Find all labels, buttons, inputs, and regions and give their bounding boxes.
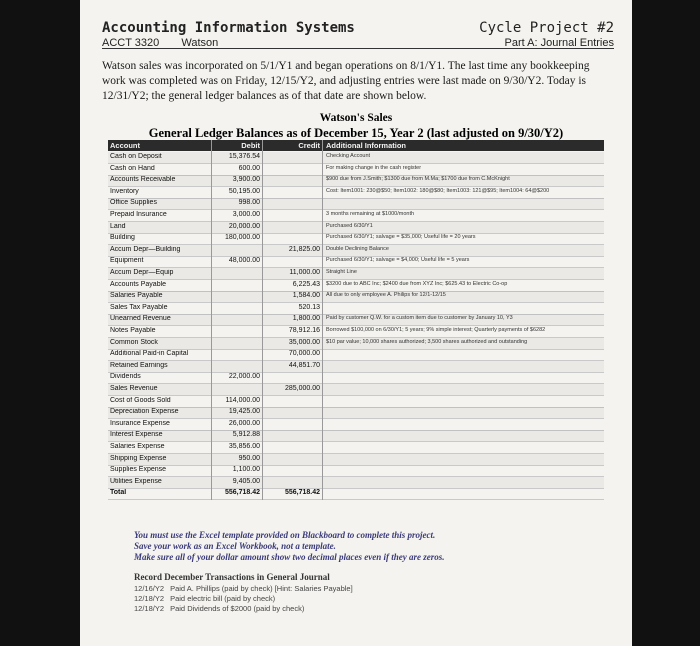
- account-cell: Accum Depr—Equip: [110, 269, 174, 276]
- table-row: [108, 164, 604, 176]
- account-cell: Prepaid Insurance: [110, 211, 167, 218]
- account-cell: Salaries Payable: [110, 292, 163, 300]
- credit-cell: 1,584.00: [292, 292, 320, 300]
- credit-cell: 1,800.00: [292, 315, 320, 323]
- debit-cell: 180,000.00: [224, 234, 260, 242]
- header-right: [479, 20, 614, 49]
- debit-cell: 3,000.00: [232, 211, 260, 218]
- account-cell: Common Stock: [110, 338, 158, 346]
- transaction-row: [134, 594, 275, 603]
- table-row: [108, 477, 604, 489]
- table-row: [108, 233, 604, 245]
- course-code: ACCT 3320: [102, 37, 160, 49]
- info-cell: $900 due from J.Smith; $1300 due from M.Ma; $1700 due from C.McKnight: [326, 176, 510, 183]
- transaction-row: [134, 584, 353, 593]
- table-row: [108, 407, 604, 419]
- account-cell: Insurance Expense: [110, 419, 170, 427]
- debit-cell: 556,718.42: [224, 489, 260, 497]
- table-row: [108, 338, 604, 350]
- debit-cell: 19,425.00: [228, 408, 260, 416]
- transaction-text: Paid Dividends of $2000 (paid by check): [170, 604, 305, 613]
- debit-cell: 114,000.00: [225, 396, 260, 404]
- info-cell: All due to only employee A. Philips for 12/1-12/15: [326, 292, 446, 299]
- account-cell: Accum Depr—Building: [110, 245, 181, 253]
- project-part: Part A: Journal Entries: [504, 37, 614, 49]
- header-debit: Debit: [241, 141, 260, 150]
- table-row: [108, 361, 604, 373]
- account-cell: Building: [110, 234, 135, 242]
- debit-cell: 50,195.00: [228, 187, 260, 195]
- account-cell: Interest Expense: [110, 431, 163, 439]
- info-cell: $3200 due to ABC Inc; $2400 due from XYZ Inc; $625.43 to Electric Co-op: [326, 280, 508, 287]
- info-cell: Purchased 6/30/Y1; salvage = $4,000; Useful life = 5 years: [326, 257, 470, 264]
- transaction-date: 12/16/Y2: [134, 584, 165, 593]
- table-row: [108, 268, 604, 280]
- instructor-name: Watson: [181, 37, 219, 49]
- debit-cell: 600.00: [238, 164, 260, 172]
- credit-cell: 520.13: [298, 303, 320, 311]
- table-row: [108, 384, 604, 396]
- table-row: [108, 222, 604, 234]
- info-cell: Double Declining Balance: [326, 245, 389, 252]
- account-cell: Additional Paid-in Capital: [110, 350, 189, 358]
- account-cell: Supplies Expense: [110, 466, 167, 474]
- info-cell: For making change in the cash register: [326, 164, 422, 171]
- account-cell: Accounts Receivable: [110, 176, 176, 184]
- table-row: [108, 210, 604, 222]
- header-account: Account: [110, 141, 140, 150]
- credit-cell: 35,000.00: [288, 338, 320, 346]
- debit-cell: 20,000.00: [228, 222, 260, 230]
- info-cell: $10 par value; 10,000 shares authorized; 3,500 shares authorized and outstanding: [326, 338, 528, 345]
- table-header-row: [108, 140, 604, 151]
- debit-cell: 950.00: [238, 454, 260, 462]
- header-info: Additional Information: [326, 141, 406, 150]
- general-ledger-table: [108, 140, 604, 512]
- table-row: [108, 326, 604, 338]
- intro-paragraph: Watson sales was incorporated on 5/1/Y1 and began operations on 8/1/Y1. The last time any bookkeeping work was completed was on Friday, 12/15/Y2, and adjusting entries were last made on 9/30/Y2. Today is 12/31/Y2; the general ledger balances as of that date are shown below.: [102, 60, 590, 102]
- account-cell: Land: [110, 222, 126, 230]
- table-row: [108, 349, 604, 361]
- account-cell: Unearned Revenue: [110, 315, 171, 323]
- table-row: [108, 245, 604, 257]
- credit-cell: 285,000.00: [284, 385, 320, 392]
- credit-cell: 6,225.43: [292, 280, 320, 288]
- account-cell: Utilities Expense: [110, 477, 162, 485]
- header-divider: [102, 48, 614, 49]
- account-cell: Notes Payable: [110, 327, 156, 334]
- table-row: [108, 430, 604, 442]
- account-cell: Office Supplies: [110, 199, 157, 207]
- instructions-notes: [134, 530, 604, 563]
- table-row: [108, 175, 604, 187]
- header-credit: Credit: [298, 141, 320, 150]
- column-divider: [322, 140, 323, 500]
- debit-cell: 998.00: [238, 199, 260, 207]
- table-row: [108, 419, 604, 431]
- credit-cell: 556,718.42: [284, 489, 320, 497]
- table-row: [108, 442, 604, 454]
- transaction-text: Paid electric bill (paid by check): [170, 594, 276, 603]
- transaction-date: 12/18/Y2: [134, 594, 165, 603]
- info-cell: Straight Line: [326, 269, 357, 275]
- table-row: [108, 303, 604, 315]
- gl-title: General Ledger Balances as of December 15, Year 2 (last adjusted on 9/30/Y2): [148, 126, 564, 140]
- note-line: Save your work as an Excel Workbook, not a template.: [134, 541, 336, 551]
- account-cell: Depreciation Expense: [110, 408, 179, 416]
- table-row: [108, 465, 604, 477]
- info-cell: Purchased 6/30/Y1; salvage = $35,000; Useful life = 20 years: [326, 234, 476, 241]
- table-row: [108, 256, 604, 268]
- account-cell: Retained Earnings: [110, 361, 168, 369]
- debit-cell: 3,900.00: [232, 176, 260, 184]
- document-page: [80, 0, 632, 646]
- column-divider: [262, 140, 263, 500]
- column-divider: [211, 140, 212, 500]
- debit-cell: 22,000.00: [228, 373, 260, 381]
- info-cell: Cost: Item1001: 230@$50; Item1002: 180@$80; Item1003: 121@$95; Item1004: 64@$200: [326, 187, 550, 194]
- debit-cell: 35,856.00: [228, 443, 260, 450]
- sales-title: Watson's Sales: [319, 112, 393, 124]
- account-cell: Cost of Goods Sold: [110, 396, 171, 404]
- table-row: [108, 372, 604, 384]
- transaction-text: Paid A. Phillips (paid by check) [Hint: Salaries Payable]: [170, 584, 353, 593]
- info-cell: Paid by customer Q.W. for a custom item due to customer by January 10, Y3: [326, 315, 513, 322]
- header-left: [102, 20, 355, 49]
- account-cell: Accounts Payable: [110, 280, 167, 288]
- account-cell: Cash on Hand: [110, 164, 155, 172]
- info-cell: Checking Account: [326, 153, 371, 159]
- table-row: [108, 152, 604, 164]
- info-cell: Purchased 6/30/Y1: [326, 222, 373, 229]
- account-cell: Cash on Deposit: [110, 153, 162, 160]
- debit-cell: 9,405.00: [232, 477, 260, 485]
- table-row: [108, 198, 604, 210]
- table-row: [108, 280, 604, 292]
- credit-cell: 11,000.00: [289, 269, 320, 276]
- table-row: [108, 488, 604, 500]
- credit-cell: 44,851.70: [288, 361, 320, 369]
- debit-cell: 48,000.00: [228, 257, 260, 265]
- project-name: Cycle Project #2: [479, 20, 614, 36]
- account-cell: Equipment: [110, 257, 144, 265]
- table-row: [108, 396, 604, 408]
- credit-cell: 21,825.00: [288, 245, 320, 253]
- account-cell: Dividends: [110, 373, 141, 381]
- account-cell: Salaries Expense: [110, 443, 165, 450]
- note-line: You must use the Excel template provided on Blackboard to complete this project.: [134, 530, 436, 540]
- info-cell: Borrowed $100,000 on 6/30/Y1; 5 years; 9% simple interest; Quarterly payments of $6282: [326, 327, 546, 333]
- course-title: Accounting Information Systems: [102, 20, 355, 36]
- table-row: [108, 314, 604, 326]
- credit-cell: 78,912.16: [288, 327, 320, 334]
- credit-cell: 70,000.00: [288, 350, 320, 358]
- account-cell: Total: [110, 489, 127, 497]
- debit-cell: 1,100.00: [232, 466, 260, 474]
- account-cell: Sales Tax Payable: [110, 303, 168, 311]
- table-row: [108, 187, 604, 199]
- note-line: Make sure all of your dollar amount show two decimal places even if they are zeros.: [134, 552, 445, 562]
- table-row: [108, 454, 604, 466]
- debit-cell: 5,912.88: [232, 431, 260, 439]
- transaction-date: 12/18/Y2: [134, 604, 165, 613]
- account-cell: Sales Revenue: [110, 385, 158, 392]
- account-cell: Shipping Expense: [110, 454, 167, 462]
- info-cell: 3 months remaining at $1000/month: [326, 211, 415, 217]
- transaction-row: [134, 604, 304, 613]
- table-row: [108, 291, 604, 303]
- debit-cell: 15,376.54: [228, 153, 260, 160]
- account-cell: Inventory: [110, 187, 139, 195]
- transactions-title: Record December Transactions in General Journal: [134, 572, 330, 582]
- debit-cell: 26,000.00: [228, 419, 260, 427]
